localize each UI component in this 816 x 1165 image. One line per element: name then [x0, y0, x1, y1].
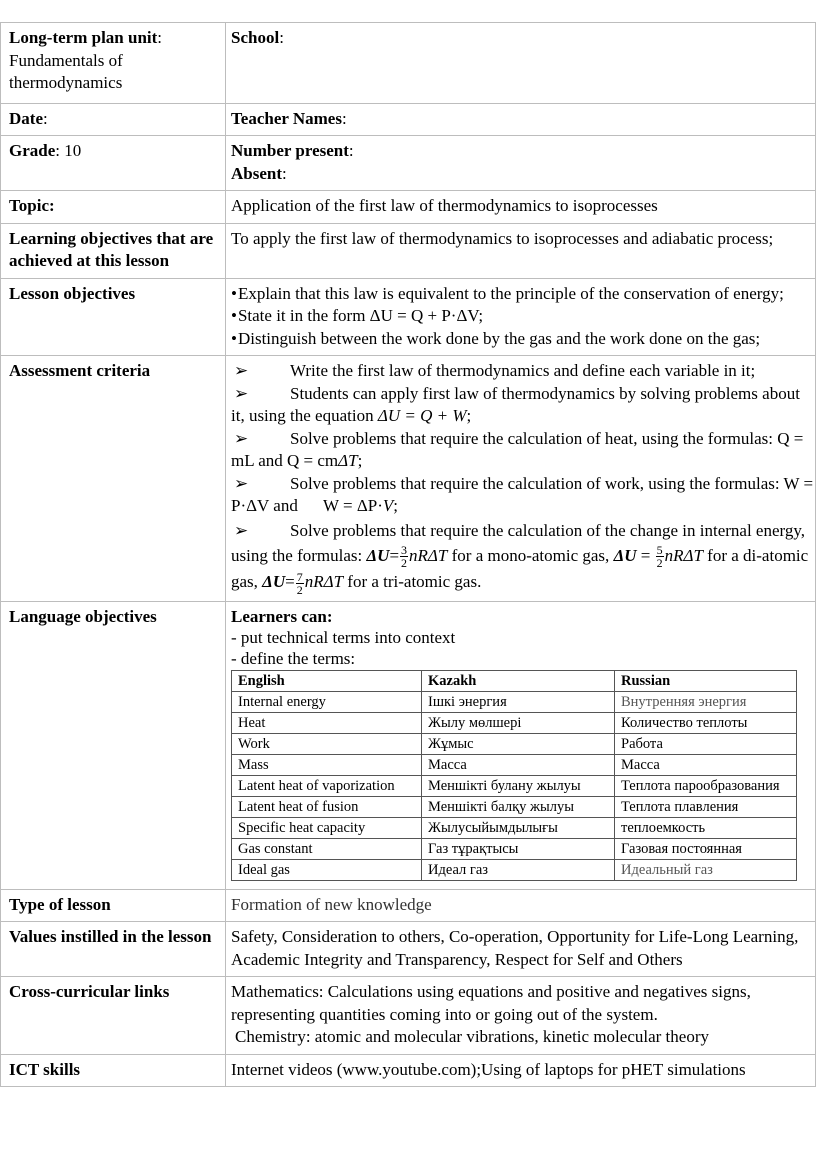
- lesson-objectives-cell: [226, 278, 816, 356]
- terms-cell: Идеал газ: [422, 859, 615, 880]
- terms-cell: Specific heat capacity: [232, 817, 422, 838]
- language-intro: Learners can:: [231, 606, 333, 626]
- fraction: $\frac{5}{2}$: [656, 543, 663, 571]
- lesson-objective-item: • Distinguish between the work done by the gas and the work done on the gas;: [231, 328, 815, 351]
- grade-label: Grade: [9, 141, 56, 160]
- terms-cell: Gas constant: [232, 838, 422, 859]
- row-lesson-objectives: [1, 278, 816, 356]
- row-cross-curricular: [1, 977, 816, 1055]
- language-line: - put technical terms into context: [231, 627, 456, 647]
- terms-cell: Масса: [422, 754, 615, 775]
- terms-cell: Latent heat of vaporization: [232, 775, 422, 796]
- values-value: Safety, Consideration to others, Co-operation, Opportunity for Life-Long Learning, Academic Integrity and Transparency, Respect for Self and Others: [226, 922, 816, 977]
- lesson-objectives-label: Lesson objectives: [1, 278, 226, 356]
- assessment-item: ➢ Solve problems that require the calculation of work, using the formulas: W = P·ΔV and W = ΔP·V;: [231, 473, 814, 515]
- assessment-item: ➢ Solve problems that require the calculation of heat, using the formulas: Q = mL and Q = cmΔT;: [231, 428, 804, 470]
- terms-cell: Ішкі энергия: [422, 691, 615, 712]
- terms-cell: Количество теплоты: [615, 712, 797, 733]
- absent-label: Absent: [231, 163, 283, 183]
- terms-cell: Mass: [232, 754, 422, 775]
- assessment-item: ➢ Solve problems that require the calculation of the change in internal energy, using the formulas: ΔU= $\frac{3}{2}$ nRΔT for a mono-atomic gas, ΔU = $\frac{5}{2}$ nRΔT for a di-atomic gas, ΔU= $\frac{7}{2}$ nRΔT for a tri-atomic gas.: [231, 518, 815, 596]
- terms-header-cell: Kazakh: [422, 670, 615, 691]
- arrow-bullet-icon: ➢: [234, 473, 249, 493]
- type-value: Formation of new knowledge: [226, 889, 816, 922]
- row-assessment: [1, 356, 816, 602]
- present-label: Number present: [231, 141, 349, 160]
- terms-row: [232, 817, 797, 838]
- lesson-plan-page: [0, 22, 816, 1087]
- grade-cell: Grade: 10: [1, 136, 226, 191]
- terms-cell: Жылу мөлшері: [422, 712, 615, 733]
- terms-row: [232, 796, 797, 817]
- row-topic: [1, 191, 816, 224]
- assessment-item: ➢ Write the first law of thermodynamics and define each variable in it;: [231, 360, 815, 383]
- language-cell: [226, 601, 816, 889]
- terms-row: [232, 859, 797, 880]
- terms-row: [232, 838, 797, 859]
- arrow-bullet-icon: ➢: [234, 428, 249, 448]
- cross-curricular-label: Cross-curricular links: [1, 977, 226, 1055]
- terms-header-cell: Russian: [615, 670, 797, 691]
- arrow-bullet-icon: ➢: [234, 361, 249, 380]
- cross-curricular-cell: [226, 977, 816, 1055]
- row-learning-objectives: [1, 223, 816, 278]
- row-unit: [1, 23, 816, 104]
- learning-objectives-value: To apply the first law of thermodynamics to isoprocesses and adiabatic process;: [226, 223, 816, 278]
- terms-table: [231, 670, 797, 881]
- terms-cell: Ideal gas: [232, 859, 422, 880]
- ict-value: Internet videos (www.youtube.com);Using of laptops for pHET simulations: [226, 1054, 816, 1087]
- terms-header-cell: English: [232, 670, 422, 691]
- lesson-objective-item: • State it in the form ΔU = Q + P·ΔV;: [231, 305, 815, 328]
- unit-label: Long-term plan unit: [9, 28, 158, 47]
- terms-cell: Идеальный газ: [615, 859, 797, 880]
- terms-cell: Меншікті булану жылуы: [422, 775, 615, 796]
- terms-cell: Газовая постоянная: [615, 838, 797, 859]
- terms-cell: Меншікті балқу жылуы: [422, 796, 615, 817]
- date-label: Date: [9, 108, 43, 128]
- lesson-objectives-list: [231, 283, 815, 351]
- grade-value: 10: [64, 141, 82, 160]
- terms-cell: Теплота парообразования: [615, 775, 797, 796]
- unit-cell: Long-term plan unit: Fundamentals of thermodynamics: [1, 23, 226, 104]
- fraction: $\frac{3}{2}$: [401, 543, 408, 571]
- teacher-cell: Teacher Names:: [226, 103, 816, 136]
- row-type: [1, 889, 816, 922]
- unit-value: Fundamentals of thermodynamics: [9, 50, 123, 92]
- ict-label: ICT skills: [1, 1054, 226, 1087]
- cross-line: Mathematics: Calculations using equations and positive and negatives signs, representing quantities coming into or going out of the system.: [231, 982, 751, 1024]
- terms-cell: Work: [232, 733, 422, 754]
- attendance-cell: Number present: Absent:: [226, 136, 816, 191]
- language-line: - define the terms:: [231, 648, 356, 668]
- cross-line: Chemistry: atomic and molecular vibrations, kinetic molecular theory: [235, 1027, 709, 1047]
- assessment-label: Assessment criteria: [1, 356, 226, 602]
- terms-cell: Газ тұрақтысы: [422, 838, 615, 859]
- terms-row: [232, 733, 797, 754]
- row-values: [1, 922, 816, 977]
- terms-cell: Теплота плавления: [615, 796, 797, 817]
- type-label: Type of lesson: [1, 889, 226, 922]
- school-label: School: [231, 28, 280, 47]
- terms-cell: Latent heat of fusion: [232, 796, 422, 817]
- row-ict: [1, 1054, 816, 1087]
- terms-header-row: [232, 670, 797, 691]
- topic-value: Application of the first law of thermodynamics to isoprocesses: [226, 191, 816, 224]
- terms-row: [232, 712, 797, 733]
- values-label: Values instilled in the lesson: [1, 922, 226, 977]
- equation: ΔU = Q + W: [377, 406, 467, 425]
- date-cell: Date:: [1, 103, 226, 136]
- terms-cell: Работа: [615, 733, 797, 754]
- topic-label: Topic:: [1, 191, 226, 224]
- terms-cell: Жылусыйымдылығы: [422, 817, 615, 838]
- equation: ΔT: [338, 451, 358, 470]
- row-language: [1, 601, 816, 889]
- terms-cell: Масса: [615, 754, 797, 775]
- teacher-label: Teacher Names: [231, 108, 342, 128]
- row-grade: [1, 136, 816, 191]
- learning-objectives-label: Learning objectives that are achieved at this lesson: [1, 223, 226, 278]
- assessment-cell: [226, 356, 816, 602]
- lesson-plan-table: [0, 22, 816, 1087]
- arrow-bullet-icon: ➢: [234, 520, 249, 540]
- terms-cell: Внутренняя энергия: [615, 691, 797, 712]
- terms-cell: Heat: [232, 712, 422, 733]
- terms-cell: теплоемкость: [615, 817, 797, 838]
- assessment-item: ➢ Students can apply first law of thermodynamics by solving problems about it, using the equation ΔU = Q + W;: [231, 383, 800, 425]
- terms-row: [232, 754, 797, 775]
- row-date: [1, 103, 816, 136]
- language-label: Language objectives: [1, 601, 226, 889]
- terms-cell: Internal energy: [232, 691, 422, 712]
- fraction: $\frac{7}{2}$: [296, 569, 303, 597]
- terms-row: [232, 691, 797, 712]
- terms-row: [232, 775, 797, 796]
- lesson-objective-item: • Explain that this law is equivalent to the principle of the conservation of energy;: [231, 283, 815, 306]
- school-cell: School:: [226, 23, 816, 104]
- arrow-bullet-icon: ➢: [234, 383, 249, 403]
- terms-cell: Жұмыс: [422, 733, 615, 754]
